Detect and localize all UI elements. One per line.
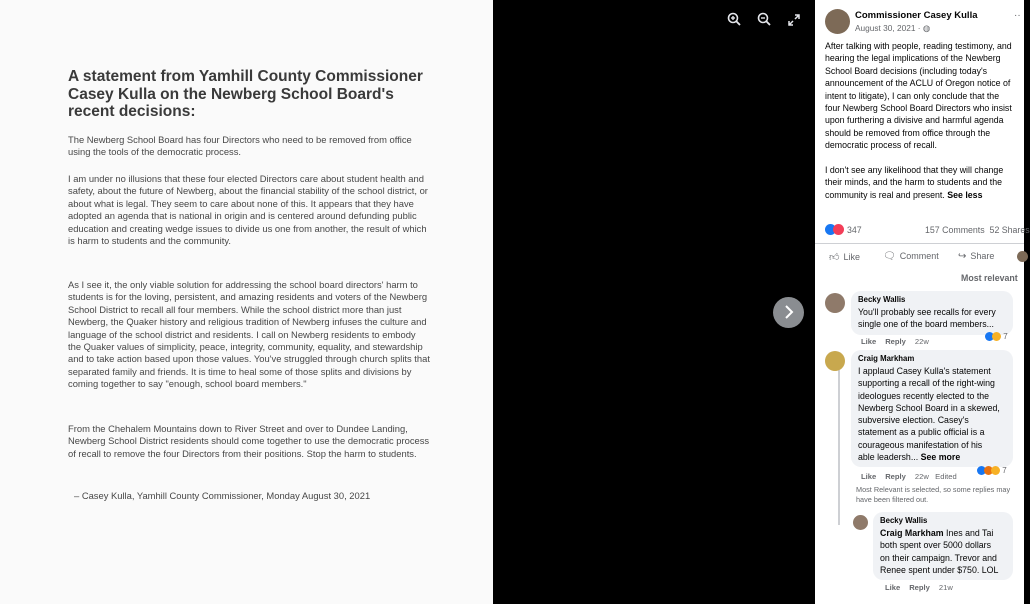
- comment-time[interactable]: 21w: [938, 583, 953, 592]
- comment-reactions[interactable]: 7: [987, 332, 1008, 341]
- see-more-link[interactable]: See more: [920, 452, 961, 463]
- statement-paragraph-3: As I see it, the only viable solution for addressing the school board directors' harm to students is for the loving, persistent, and amazing residents and voters of the Newberg School District to recall all four members. While the school district more than just Newberg, the Quaker history and religious tradition of Newberg infuses the culture and language of the school district and residents. I call on Newberg residents to embody the Quaker values of simplicity, peace, integrity, community, equality, and stewardship and to take action based upon those values. You've struggled through church splits that separated family and friends. It is time to heal some of those splits and divisions by coming together to say "enough, school board members.": [68, 279, 430, 390]
- comment-author[interactable]: Becky Wallis: [880, 516, 928, 525]
- reply-bubble: Becky Wallis Craig Markham Ines and Tai both spent over 5000 dollars on their campaign. Trevor and Renee spent under $750. LOL: [873, 512, 1013, 580]
- statement-paragraph-1: The Newberg School Board has four Directors who need to be removed from office using the tools of the democratic process.: [68, 134, 412, 158]
- thread-line: [838, 370, 840, 525]
- comment-author[interactable]: Craig Markham: [858, 354, 915, 363]
- expand-icon[interactable]: [785, 12, 803, 30]
- post-date[interactable]: August 30, 2021 · ◍: [855, 23, 931, 33]
- avatar[interactable]: [825, 293, 845, 313]
- author-avatar[interactable]: [825, 9, 850, 34]
- photo-viewer: [493, 0, 815, 604]
- comment-reply-link[interactable]: Reply: [885, 337, 906, 346]
- like-button[interactable]: 👍︎ Like: [829, 252, 860, 263]
- comment-author[interactable]: Becky Wallis: [858, 295, 906, 304]
- comment-time[interactable]: 22w: [914, 472, 929, 481]
- share-icon: ↪: [958, 251, 967, 262]
- post-action-bar: [815, 243, 1024, 269]
- post-text: After talking with people, reading testimony, and hearing the legal implications of the Newberg School Board decisions (including today's announcement of the ACLU of Oregon notice of intent to litigate), I can only conclude that the four Newberg School Board Directors who insist upon furthering a divisive and harmful agenda should be removed from office through the democratic process of recall. I don't see any likelihood that they will change their minds, and the harm to students and the community is real and present. See less: [825, 41, 1012, 200]
- statement-title: A statement from Yamhill County Commissioner Casey Kulla on the Newberg School Board's recent decisions:: [68, 68, 423, 120]
- commenter-avatar-small[interactable]: [1017, 251, 1028, 262]
- edited-label: Edited: [935, 472, 957, 481]
- comment-sort-dropdown[interactable]: Most relevant: [961, 273, 1018, 283]
- zoom-out-icon[interactable]: [755, 12, 773, 30]
- love-reaction-icon: [833, 224, 844, 235]
- comment-like-link[interactable]: Like: [885, 583, 901, 592]
- share-button[interactable]: ↪ Share: [958, 251, 995, 262]
- comment-like-link[interactable]: Like: [861, 337, 877, 346]
- reaction-summary[interactable]: 347: [825, 224, 862, 235]
- comment-reply-link[interactable]: Reply: [885, 472, 906, 481]
- statement-paragraph-2: I am under no illusions that these four elected Directors care about student health and safety, about the future of Newberg, about the financial stability of the school district, or about what is legal. They seem to care about none of this. It appears that they have adopted an agenda that is national in origin and is centered around defunding public education and creating wedge issues to divide us one from another, the result of which is harm to students and the community.: [68, 173, 428, 247]
- filter-note: Most Relevant is selected, so some replies may have been filtered out.: [856, 485, 1011, 504]
- comment-actions: [861, 337, 929, 346]
- comments-shares-count[interactable]: 157 Comments 52 Shares: [925, 225, 1030, 235]
- zoom-in-icon[interactable]: [725, 12, 743, 30]
- comment-bubble: Becky Wallis You'll probably see recalls for every single one of the board members...: [851, 291, 1013, 335]
- comment-button[interactable]: 🗨︎ Comment: [883, 251, 939, 262]
- comment-actions: [885, 583, 953, 592]
- comment-actions: [861, 472, 957, 481]
- comment-reactions[interactable]: 7: [979, 466, 1007, 475]
- thumbs-up-icon: 👍︎: [829, 252, 840, 263]
- next-photo-button[interactable]: [773, 297, 804, 328]
- comment-reply-link[interactable]: Reply: [909, 583, 930, 592]
- post-photo: [0, 0, 493, 604]
- globe-icon: ◍: [922, 23, 931, 33]
- statement-paragraph-4: From the Chehalem Mountains down to River Street and over to Dundee Landing, Newberg School District residents should come together to use the democratic process of recall to remove the four Directors from their positions. Stop the harm to students.: [68, 423, 430, 459]
- avatar[interactable]: [853, 515, 868, 530]
- comment-time[interactable]: 22w: [914, 337, 929, 346]
- see-less-link[interactable]: See less: [947, 189, 983, 200]
- mention-link[interactable]: Craig Markham: [880, 528, 944, 538]
- more-options-icon[interactable]: ··: [1014, 10, 1021, 21]
- comment-like-link[interactable]: Like: [861, 472, 877, 481]
- comment-bubble: Craig Markham I applaud Casey Kulla's statement supporting a recall of the right-wing ideologues recently elected to the Newberg School Board in a skewed, subversive election. Casey's statement as a public official is a courageous manifestation of his able leadersh... See more: [851, 350, 1013, 467]
- post-author[interactable]: Commissioner Casey Kulla: [855, 10, 978, 21]
- post-sidebar: [815, 0, 1030, 604]
- statement-signature: – Casey Kulla, Yamhill County Commissioner, Monday August 30, 2021: [74, 490, 371, 501]
- avatar[interactable]: [825, 351, 845, 371]
- comment-icon: 🗨︎: [883, 251, 896, 262]
